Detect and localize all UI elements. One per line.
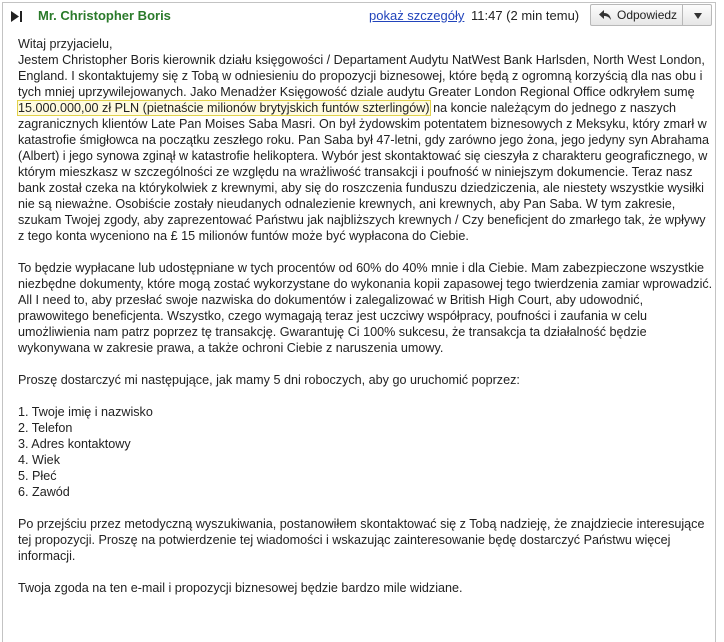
reply-button[interactable] <box>590 4 683 26</box>
sender-name: Mr. Christopher Boris <box>38 8 171 23</box>
expand-triangle-icon[interactable] <box>8 10 26 23</box>
message-header <box>3 3 715 29</box>
reply-label: Odpowiedz <box>617 8 678 22</box>
greeting: Witaj przyjacielu, <box>18 37 113 51</box>
list-item: 4. Wiek <box>18 453 60 467</box>
paragraph-1-start: Jestem Christopher Boris kierownik działu księgowości / Departament Audytu NatWest Bank Harlsden, North West London, England. I skontaktujemy się z Tobą w odniesieniu do propozycji biznesowej, które będą z ogromną korzyścią dla nas obu i tych mniej uprzywilejowanych. Jako Menadżer Księgowość dziale audytu Greater London Regional Office odkryłem sumę <box>18 53 705 99</box>
list-item: 2. Telefon <box>18 421 73 435</box>
paragraph-5: Twoja zgoda na ten e-mail i propozycji biznesowej będzie bardzo mile widziane. <box>18 581 463 595</box>
paragraph-4: Po przejściu przez metodyczną wyszukiwania, postanowiłem skontaktować się z Tobą nadzieję, że znajdziecie interesujące tej propozycji. Proszę na potwierdzenie tej wiadomości i wskazując zainteresowanie będę dostarczyć Państwu więcej informacji. <box>18 517 705 563</box>
paragraph-1-end: na koncie należącym do jednego z naszych zagranicznych klientów Late Pan Moises Saba Masri. On był żydowskim potentatem biznesowych z Meksyku, który zmarł w katastrofie śmigłowca na początku zeszłego roku. Pan Saba był 47-letni, gdy zarówno jego żona, jego jedyny syn Abrahama (Albert) i jego synowa zginął w katastrofie helikoptera. Wybór jest skontaktować się cieszyła z charakteru geograficznego, w którym mieszkasz w szczególności ze względu na wrażliwość transakcji i poufność w niniejszym dokumencie. Teraz nasz bank został czeka na którykolwiek z krewnymi, aby się do roszczenia funduszu dziedziczenia, ale niestety wszystkie wysiłki nie są nieważne. Osobiście zostały nieudanych odnalezienie krewnych, ani krewnych, aby Pan Saba. W tym zakresie, szukam Twojej zgody, aby zaprezentować Państwu jak najbliższych krewnych / Czy beneficjent do zmarłego tak, że wpływy z tego konta wyceniono na £ 15 milionów funtów może być wypłacona do Ciebie. <box>18 101 709 243</box>
message-timestamp: 11:47 (2 min temu) <box>471 8 580 23</box>
message-body <box>18 36 713 596</box>
paragraph-1 <box>18 52 713 244</box>
requirements-list <box>18 404 713 500</box>
more-actions-button[interactable] <box>682 4 712 26</box>
message-pane <box>2 2 716 642</box>
paragraph-2: To będzie wypłacane lub udostępniane w tych procentów od 60% do 40% mnie i dla Ciebie. Mam zabezpieczone wszystkie niezbędne dokumenty, które mogą zostać wykorzystane do wykonania kopii zapasowej tego twierdzenia zamiar wprowadzić. All I need to, aby przesłać swoje nazwiska do dokumentów i zalegalizować w British High Court, aby udowodnić, prawowitego beneficjenta. Wszystko, czego wymagają teraz jest uczciwy współpracy, poufności i zaufania w celu umożliwienia nam patrz poprzez tę transakcję. Gwarantuję Ci 100% sukcesu, że transakcja ta działalność będzie wykonywana w zakresie prawa, a także ochroni Ciebie z naruszenia umowy. <box>18 261 713 355</box>
reply-arrow-icon <box>598 9 612 21</box>
show-details-link[interactable]: pokaż szczegóły <box>369 8 465 23</box>
list-item: 5. Płeć <box>18 469 57 483</box>
list-item: 6. Zawód <box>18 485 70 499</box>
chevron-down-icon <box>694 13 702 19</box>
highlighted-amount: 15.000.000,00 zł PLN (pietnaście milionów brytyjskich funtów szterlingów) <box>18 101 430 115</box>
list-item: 3. Adres kontaktowy <box>18 437 131 451</box>
paragraph-3: Proszę dostarczyć mi następujące, jak mamy 5 dni roboczych, aby go uruchomić poprzez: <box>18 373 520 387</box>
list-item: 1. Twoje imię i nazwisko <box>18 405 153 419</box>
